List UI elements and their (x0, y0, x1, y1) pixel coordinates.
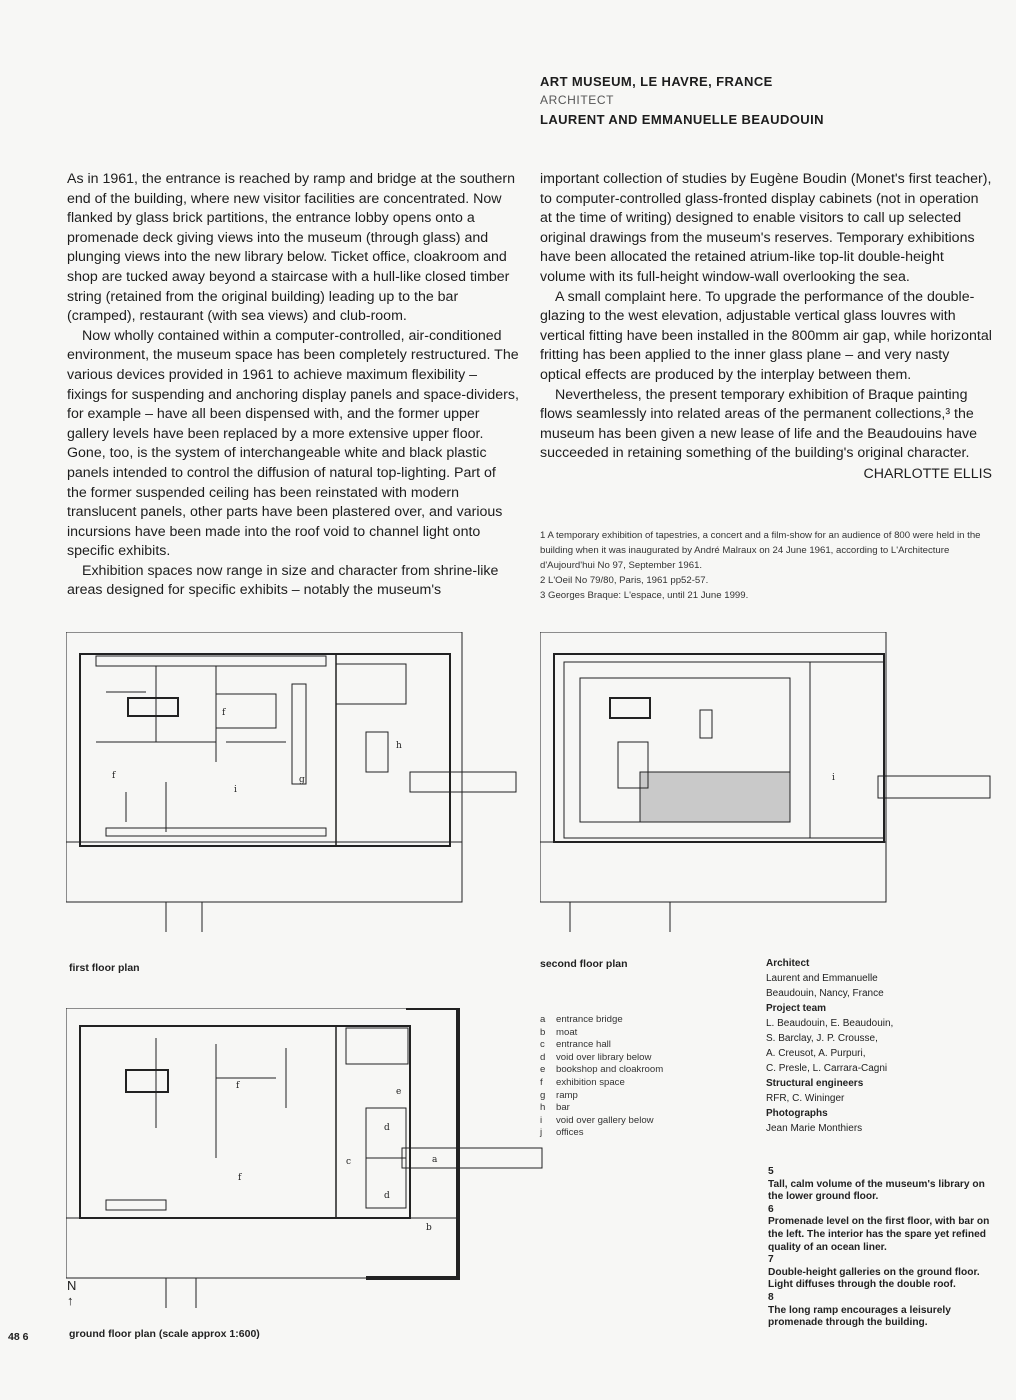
north-label: N (67, 1278, 77, 1293)
plan-label: i (234, 785, 237, 795)
article-header (540, 72, 980, 129)
legend-item (540, 1115, 730, 1128)
credit-line: C. Presle, L. Carrara-Cagni (766, 1063, 888, 1074)
legend-item (540, 1090, 730, 1103)
paragraph: As in 1961, the entrance is reached by ramp and bridge at the southern end of the building, where new visitor facilities are concentrated. Now flanked by glass brick partitions, the entrance lobby opens onto a promenade deck giving views into the museum (through glass) and plunging views into the new library below. Ticket office, cloakroom and shop are tucked away beyond a staircase with a hull-like closed timber string (retained from the original building) leading up to the bar (cramped), restaurant (with sea views) and club-room. (67, 171, 515, 325)
legend-text: entrance hall (556, 1039, 611, 1051)
credit-line: S. Barclay, J. P. Crousse, (766, 1033, 878, 1044)
legend-text: ramp (556, 1089, 578, 1101)
plan-label: g (299, 775, 305, 785)
plan-label: c (346, 1157, 352, 1167)
credit-heading: Architect (766, 958, 810, 969)
paragraph: Now wholly contained within a computer-controlled, air-conditioned environment, the museum space has been completely restructured. The various devices provided in 1961 to achieve maximum flexibility – fixings for suspending and anchoring display panels and space-dividers, for example – have all been dispensed with, and the former upper gallery levels have been replaced by a more extensive upper floor. Gone, too, is the system of interchangeable white and black plastic panels intended to control the diffusion of natural top-lighting. Part of the former suspended ceiling has been reinstated with modern translucent panels, other parts have been plastered over, and various incursions have been made into the roof void to channel light onto specific exhibits. (67, 327, 519, 560)
legend-key: a (540, 1014, 546, 1025)
paragraph: A small complaint here. To upgrade the performance of the double-glazing to the west elevation, adjustable vertical glass louvres with vertical fitting have been installed in the 800mm air gap, while horizontal fritting has been applied to the inner glass plane – and very nasty optical effects are produced by the interplay between them. (540, 288, 992, 383)
legend-key: d (540, 1051, 546, 1063)
plan-label: f (112, 771, 116, 781)
plan-label: e (396, 1087, 402, 1097)
first-floor-plan (66, 632, 526, 932)
credit-heading: Structural engineers (766, 1078, 864, 1089)
legend-key: i (540, 1114, 543, 1126)
legend-item (540, 1027, 730, 1040)
credit-heading: Project team (766, 1003, 827, 1014)
legend-text: bar (556, 1102, 570, 1114)
paragraph: Exhibition spaces now range in size and character from shrine-like areas designed for specific exhibits – notably the museum's (67, 562, 499, 599)
legend-text: moat (556, 1026, 578, 1038)
caption-text: Promenade level on the first floor, with bar on the left. The interior has the spare yet refined quality of an ocean liner. (768, 1216, 990, 1253)
plan-label: d (384, 1123, 390, 1133)
north-indicator (67, 1278, 76, 1308)
project-credits (766, 956, 966, 1136)
ground-floor-plan (66, 1008, 546, 1308)
paragraph: Nevertheless, the present temporary exhibition of Braque painting flows seamlessly into related areas of the permanent collections,³ the museum has been given a new lease of life and the Beaudouins have succeeded in retaining something of the building's original character. (540, 386, 977, 462)
legend-item (540, 1127, 730, 1140)
plan-label: i (832, 773, 835, 783)
plan-label: d (384, 1191, 390, 1201)
legend-key: g (540, 1089, 546, 1101)
author-signature: CHARLOTTE ELLIS (863, 465, 992, 482)
plan-label: f (238, 1173, 242, 1183)
page-number: 48 6 (8, 1331, 29, 1343)
caption-text: Double-height galleries on the ground floor. Light diffuses through the double roof. (768, 1266, 980, 1291)
credit-line: L. Beaudouin, E. Beaudouin, (766, 1018, 894, 1029)
legend-key: e (540, 1064, 546, 1076)
credit-line: Laurent and Emmanuelle (766, 973, 878, 984)
ground-floor-caption: ground floor plan (scale approx 1:600) (69, 1328, 260, 1340)
plan-legend (540, 1014, 730, 1140)
first-floor-caption: first floor plan (69, 962, 140, 974)
architect-role-label: ARCHITECT (540, 93, 615, 107)
legend-item (540, 1014, 730, 1027)
body-column-1 (67, 170, 519, 601)
credit-line: RFR, C. Wininger (766, 1093, 845, 1104)
caption-number: 7 (768, 1254, 774, 1266)
photo-captions (768, 1166, 996, 1330)
legend-item (540, 1052, 730, 1065)
architect-names: LAURENT AND EMMANUELLE BEAUDOUIN (540, 112, 824, 127)
credit-line: Beaudouin, Nancy, France (766, 988, 884, 999)
north-arrow-icon: ↑ (67, 1293, 74, 1308)
credit-line: Jean Marie Monthiers (766, 1123, 863, 1134)
legend-key: f (540, 1076, 543, 1088)
caption-number: 5 (768, 1166, 774, 1177)
second-floor-caption: second floor plan (540, 958, 628, 970)
footnotes (540, 528, 992, 603)
plan-label: f (236, 1081, 240, 1091)
footnote: 1 A temporary exhibition of tapestries, a concert and a film-show for an audience of 800 were held in the building when it was inaugurated by André Malraux on 24 June 1961, according to L'Architecture d'Aujourd'hui No 97, September 1961. (540, 530, 981, 571)
legend-item (540, 1077, 730, 1090)
legend-item (540, 1064, 730, 1077)
legend-key: c (540, 1039, 545, 1051)
plan-label: f (222, 708, 226, 718)
legend-text: offices (556, 1127, 584, 1139)
legend-text: void over gallery below (556, 1114, 654, 1126)
article-title: ART MUSEUM, LE HAVRE, FRANCE (540, 74, 773, 89)
footnote: 2 L'Oeil No 79/80, Paris, 1961 pp52-57. (540, 575, 709, 586)
second-floor-plan (540, 632, 994, 932)
credit-heading: Photographs (766, 1108, 828, 1119)
legend-item (540, 1102, 730, 1115)
legend-key: h (540, 1102, 546, 1114)
body-column-2 (540, 170, 992, 485)
legend-text: entrance bridge (556, 1014, 623, 1025)
paragraph: important collection of studies by Eugène Boudin (Monet's first teacher), to computer-controlled glass-fronted display cabinets (not in operation at the time of writing) designed to enable visitors to call up selected original drawings from the museum's reserves. Temporary exhibitions have been allocated the retained atrium-like top-lit double-height volume with its full-height window-wall overlooking the sea. (540, 171, 992, 285)
plan-label: a (432, 1155, 438, 1165)
legend-item (540, 1039, 730, 1052)
legend-text: exhibition space (556, 1076, 625, 1088)
legend-key: j (540, 1127, 543, 1139)
caption-text: Tall, calm volume of the museum's library on the lower ground floor. (768, 1178, 985, 1203)
plan-label: b (426, 1223, 432, 1233)
caption-number: 6 (768, 1203, 774, 1215)
credit-line: A. Creusot, A. Purpuri, (766, 1048, 866, 1059)
legend-text: bookshop and cloakroom (556, 1064, 664, 1076)
plan-label: h (396, 741, 402, 751)
footnote: 3 Georges Braque: L'espace, until 21 June 1999. (540, 590, 749, 601)
caption-text: The long ramp encourages a leisurely promenade through the building. (768, 1304, 951, 1329)
legend-key: b (540, 1026, 546, 1038)
caption-number: 8 (768, 1291, 774, 1303)
legend-text: void over library below (556, 1051, 652, 1063)
